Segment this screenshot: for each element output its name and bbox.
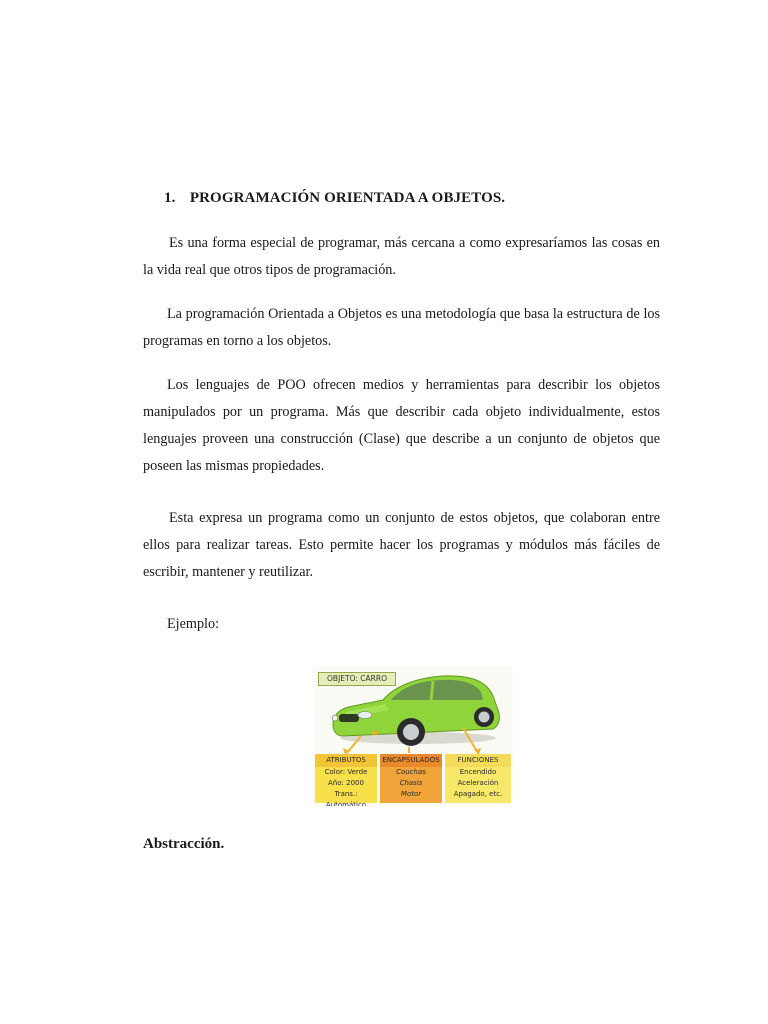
encapsulated-title: ENCAPSULADOS bbox=[380, 754, 442, 767]
attribute-item: Trans.: Automático bbox=[325, 790, 367, 806]
section-number: 1. bbox=[164, 190, 176, 206]
subheading-abstraction: Abstracción. bbox=[143, 836, 225, 852]
paragraph-methodology: La programación Orientada a Objetos es una metodología que basa la estructura de los programas en torno a los objetos. bbox=[143, 306, 660, 349]
section-title: PROGRAMACIÓN ORIENTADA A OBJETOS. bbox=[189, 190, 506, 206]
paragraph-definition: Es una forma especial de programar, más cercana a como expresaríamos las cosas en la vida real que otros tipos de programación. bbox=[143, 235, 660, 278]
functions-title: FUNCIONES bbox=[445, 754, 511, 767]
paragraph-collaboration: Esta expresa un programa como un conjunto de estos objetos, que colaboran entre ellos para realizar tareas. Esto permite hacer los programas y módulos más fáciles de escribir, mantener y reutilizar. bbox=[143, 510, 660, 580]
paragraph-poo-languages: Los lenguajes de POO ofrecen medios y herramientas para describir los objetos manipulados por un programa. Más que describir cada objeto individualmente, estos lenguajes proveen una construcción (Clase) que describe a un conjunto de objetos que poseen las mismas propiedades. bbox=[143, 377, 660, 474]
section-heading bbox=[164, 190, 505, 207]
encapsulated-item: Couchas bbox=[396, 768, 426, 776]
attribute-item: Color: Verde bbox=[324, 768, 368, 776]
attributes-title: ATRIBUTOS bbox=[315, 754, 377, 767]
attributes-box bbox=[315, 754, 377, 806]
encapsulated-item: Motor bbox=[400, 790, 422, 798]
encapsulated-box bbox=[380, 754, 442, 803]
example-label: Ejemplo: bbox=[167, 616, 220, 632]
car-object-figure bbox=[313, 666, 513, 806]
attribute-item: Año: 2000 bbox=[328, 779, 364, 787]
functions-box bbox=[445, 754, 511, 803]
encapsulated-item: Chasis bbox=[399, 779, 423, 787]
function-item: Encendido bbox=[459, 768, 497, 776]
object-label: OBJETO: CARRO bbox=[318, 672, 396, 686]
function-item: Aceleración bbox=[457, 779, 499, 787]
function-item: Apagado, etc. bbox=[453, 790, 503, 798]
